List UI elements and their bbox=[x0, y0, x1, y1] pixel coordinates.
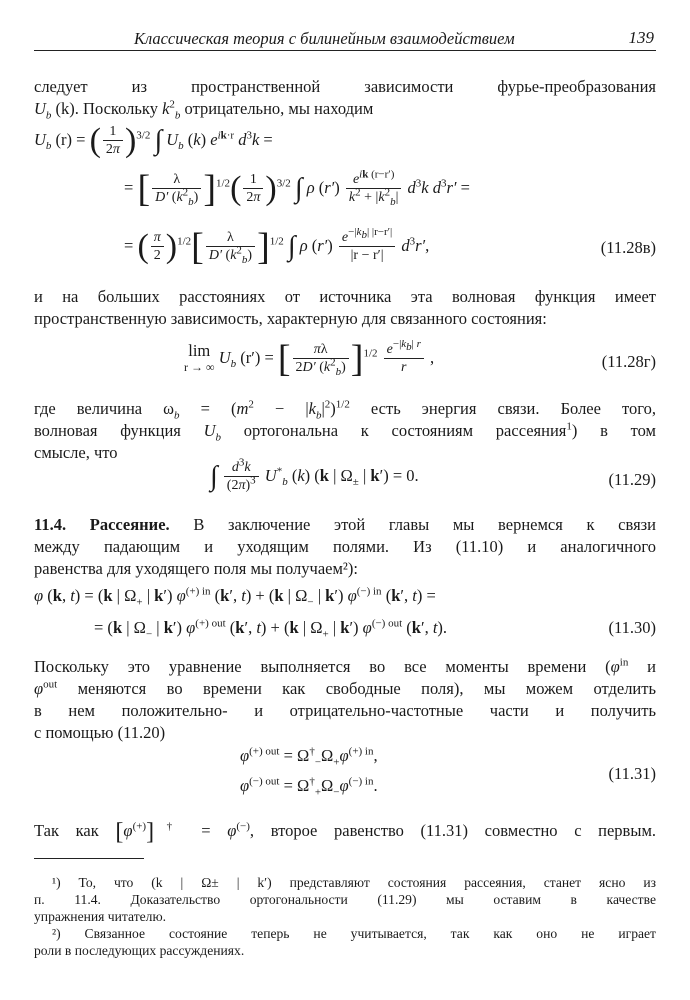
paragraph-3 bbox=[34, 398, 656, 464]
footnotes bbox=[34, 874, 656, 959]
equation-11-28v-line-1: $U_b$ (r) = ( $\frac{1}{2\pi}$ )$^{3/2}$ ∫ $U_b$ (k) $e^{ik\cdot r}$ $d^3k$ = bbox=[34, 122, 273, 159]
footnote-1-line-2: п. 11.4. Доказательство ортогональности (11.29) мы оставим в качестве bbox=[34, 892, 656, 907]
paragraph-4-line-2: $\varphi^{out}$ меняются во времени как свободные поля), мы можем отделить bbox=[34, 678, 656, 698]
equation-11-30-line-1: φ (k, t) = (k | $\Omega_+$ | k′) $\varphi^{(+) in}$ (k′, t) + (k | $\Omega_-$ | k′) $\varphi^{(-) in}$ (k′, t) = bbox=[34, 585, 436, 609]
paragraph-1-text-b: отрицательно, мы находим bbox=[184, 99, 374, 118]
footnote-separator bbox=[34, 858, 144, 859]
equation-11-28v-line-3: = ( $\frac{\pi}{2}$ )$^{1/2}$[ $\frac{\lambda}{D' (k^2_b)}$ ]$^{1/2}$ ∫ ρ (r′) $\frac{e^{-|k_b| |r-r'|}}{|r - r'|}$ $d^3r'$, bbox=[124, 226, 430, 268]
footnote-1-line-1: ¹) То, что (k | Ω± | k′) представляют состояния рассеяния, станет ясно из bbox=[52, 875, 656, 890]
paragraph-4-line-1: Поскольку это уравнение выполняется во все моменты времени ($\varphi^{in}$ и bbox=[34, 656, 656, 676]
equation-number-11-30: (11.30) bbox=[608, 618, 656, 637]
section-11-4 bbox=[34, 514, 656, 580]
footnote-2-line-2: роли в последующих рассуждениях. bbox=[34, 943, 245, 958]
section-line-2: между падающим и уходящим полями. Из (11.10) и аналогичного bbox=[34, 537, 656, 556]
symbol-b: b bbox=[45, 109, 52, 120]
equation-11-28v bbox=[34, 124, 656, 284]
paragraph-3-line-2: волновая функция $U_b$ ортогональна к состояниям рассеяния$^1$) в том bbox=[34, 420, 656, 442]
equation-11-28v-line-2: = [ $\frac{\lambda}{D' (k^2_b)}$ ]$^{1/2}$( $\frac{1}{2\pi}$ )$^{3/2}$ ∫ ρ (r′) $\frac{e^{ik (r-r')}}{k^2 + |k^2_b|}$ $d^3k$ $d^3r'$ = bbox=[124, 168, 470, 210]
paragraph-2 bbox=[34, 286, 656, 330]
paragraph-5-line-1: Так как [φ(+)]† = φ(−), второе равенство (11.31) совместно с первым. bbox=[34, 820, 656, 845]
paragraph-2-line-1: и на больших расстояниях от источника эта волновая функция имеет bbox=[34, 287, 656, 306]
paragraph-1-line-2 bbox=[34, 98, 656, 120]
paragraph-1-text-a: (k). Поскольку bbox=[55, 99, 158, 118]
paragraph-5 bbox=[34, 820, 656, 844]
equation-11-29-body: ∫ $\frac{d^3k}{(2\pi)^3}$ $U^*_b$ (k) (k | $\Omega_\pm$ | k′) = 0. bbox=[210, 456, 419, 493]
equation-11-31-line-1: $\varphi^{(+) out} = \Omega^\dagger_-\Omega_+\varphi^{(+) in}$, bbox=[240, 745, 378, 769]
equation-11-30-line-2: = (k | $\Omega_-$ | k′) $\varphi^{(+) out}$ (k′, t) + (k | $\Omega_+$ | k′) $\varphi^{(-) out}$ (k′, t). bbox=[94, 617, 448, 641]
section-line-1 bbox=[34, 514, 656, 536]
limit-operator: lim bbox=[188, 341, 211, 360]
equation-11-28g bbox=[34, 334, 656, 394]
page-number: 139 bbox=[628, 28, 654, 47]
paragraph-3-line-1: где величина $\omega_b = (m^2 - |k_b|^2)^{1/2}$ есть энергия связи. Более того, bbox=[34, 398, 656, 420]
equation-number-11-28g: (11.28г) bbox=[601, 352, 656, 371]
section-line-3: равенства для уходящего поля мы получаем²): bbox=[34, 559, 358, 578]
footnote-1-line-3: упражнения читателю. bbox=[34, 909, 167, 924]
paragraph-1 bbox=[34, 76, 656, 120]
equation-11-29 bbox=[34, 458, 656, 506]
equation-number-11-29: (11.29) bbox=[608, 470, 656, 489]
symbol-sup-2: 2 bbox=[169, 98, 175, 111]
footnote-2-line-1: ²) Связанное состояние теперь не учитывается, так как оно не играет bbox=[52, 926, 656, 941]
equation-number-11-31: (11.31) bbox=[608, 764, 656, 783]
paragraph-1-line-1: следует из пространственной зависимости фурье-преобразования bbox=[34, 77, 656, 96]
equation-11-28g-body: lim r → ∞ $U_b$ (r′) = [ $\frac{\pi\lambda}{2D' (k^2_b)}$ ]$^{1/2}$ $\frac{e^{-|k_b| r}}{r}$ , bbox=[184, 338, 435, 380]
paragraph-3-line-3: смысле, что bbox=[34, 443, 118, 462]
limit-subscript: r → ∞ bbox=[184, 360, 215, 374]
paragraph-4-line-3: в нем положительно- и отрицательно-частотные части и получить bbox=[34, 701, 656, 720]
section-heading: 11.4. Рассеяние. bbox=[34, 515, 170, 534]
paragraph-4 bbox=[34, 656, 656, 744]
paragraph-2-line-2: пространственную зависимость, характерную для связанного состояния: bbox=[34, 309, 547, 328]
running-head bbox=[34, 28, 656, 51]
section-line-1-text: В заключение этой главы мы вернемся к связи bbox=[193, 515, 656, 534]
symbol-U: U bbox=[34, 99, 46, 118]
symbol-sub-b: b bbox=[174, 109, 181, 120]
symbol-k: k bbox=[162, 99, 170, 118]
equation-11-31-line-2: $\varphi^{(-) out} = \Omega^\dagger_+\Omega_-\varphi^{(-) in}$. bbox=[240, 775, 378, 799]
paragraph-4-line-4: с помощью (11.20) bbox=[34, 723, 166, 742]
equation-11-30 bbox=[34, 586, 656, 648]
equation-number-11-28v: (11.28в) bbox=[600, 238, 656, 257]
equation-11-31 bbox=[34, 746, 656, 806]
running-title: Классическая теория с билинейным взаимодействием bbox=[134, 29, 515, 48]
